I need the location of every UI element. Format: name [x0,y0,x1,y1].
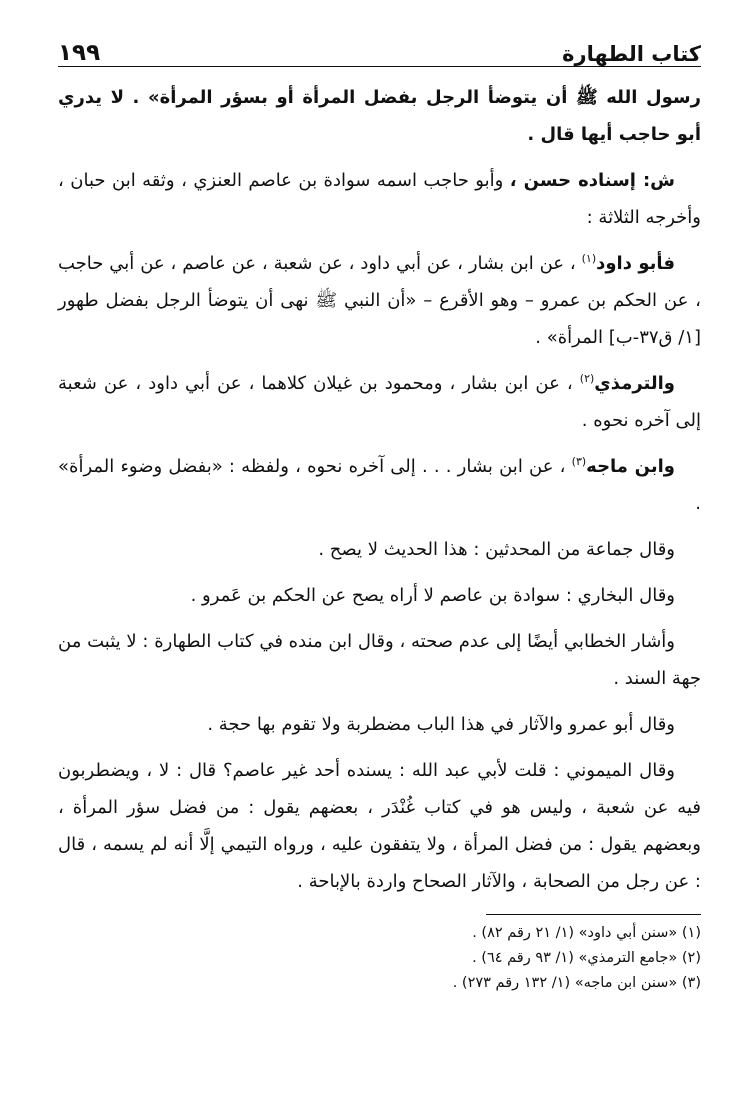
footnote-ref[interactable]: (٣) [571,455,587,468]
paragraph-bukhari: وقال البخاري : سوادة بن عاصم لا أراه يصح عن الحكم بن عَمرو . [190,585,675,606]
running-title: كتاب الطهارة [562,42,701,66]
footnotes [58,921,701,996]
paragraph-lead: وابن ماجه [586,456,675,477]
paragraph-muhaddithin: وقال جماعة من المحدثين : هذا الحديث لا يصح . [318,539,675,560]
page-header [58,28,701,67]
footnote-3: (٣) «سنن ابن ماجه» (١/ ١٣٢ رقم ٢٧٣) . [452,975,701,991]
footnote-2: (٢) «جامع الترمذي» (١/ ٩٣ رقم ٦٤) . [472,950,701,966]
paragraph-abu-amr: وقال أبو عمرو والآثار في هذا الباب مضطربة ولا تقوم بها حجة . [207,714,675,735]
paragraph-maymuni: وقال الميموني : قلت لأبي عبد الله : يسنده أحد غير عاصم؟ قال : لا ، ويضطربون فيه عن شعبة ، وليس هو في كتاب غُنْدَر ، بعضهم يقول : من فضل سؤر المرأة ، وبعضهم يقول : من فضل المرأة ، ولا يتفقون عليه ، ورواه التيمي إلَّا أنه لم يسمه ، قال : عن رجل من الصحابة ، والآثار الصحاح واردة بالإباحة . [58,760,701,892]
footnote-divider [486,914,701,915]
footnote-ref[interactable]: (١) [581,252,597,265]
paragraph-ibn-majah: وابن ماجه$^{(٣)}$ ، عن ابن بشار . . . إلى آخره نحوه ، ولفظه : «بفضل وضوء المرأة» . [58,455,701,514]
paragraph-lead: فأبو داود [596,253,675,274]
paragraph-lead: ش: إسناده حسن ، [509,170,675,191]
paragraph-lead: والترمذي [594,373,675,394]
paragraph-khattabi: وأشار الخطابي أيضًا إلى عدم صحته ، وقال ابن منده في كتاب الطهارة : لا يثبت من جهة السند . [58,631,701,689]
footnote-ref[interactable]: (٢) [579,372,595,385]
paragraph-tirmidhi: والترمذي$^{(٢)}$ ، عن ابن بشار ، ومحمود بن غيلان كلاهما ، عن أبي داود ، عن شعبة إلى آخره نحوه . [58,372,701,431]
paragraph-abu-dawud: فأبو داود$^{(١)}$ ، عن ابن بشار ، عن أبي داود ، عن شعبة ، عن عاصم ، عن أبي حاجب ، عن الحكم بن عمرو – وهو الأقرع – «أن النبي ﷺ نهى أن يتوضأ الرجل بفضل طهور [١/ ق٣٧-ب] المرأة» . [58,252,701,348]
footnote-1: (١) «سنن أبي داود» (١/ ٢١ رقم ٨٢) . [472,925,701,941]
main-text [58,79,701,900]
paragraph-commentary: ش: إسناده حسن ، وأبو حاجب اسمه سوادة بن عاصم العنزي ، وثقه ابن حبان ، وأخرجه الثلاثة : [58,170,701,228]
page-number: ١٩٩ [58,40,101,66]
book-page [58,28,701,996]
paragraph-hadith-end: رسول الله ﷺ أن يتوضأ الرجل بفضل المرأة أو بسؤر المرأة» . لا يدري أبو حاجب أيها قال . [58,87,701,145]
